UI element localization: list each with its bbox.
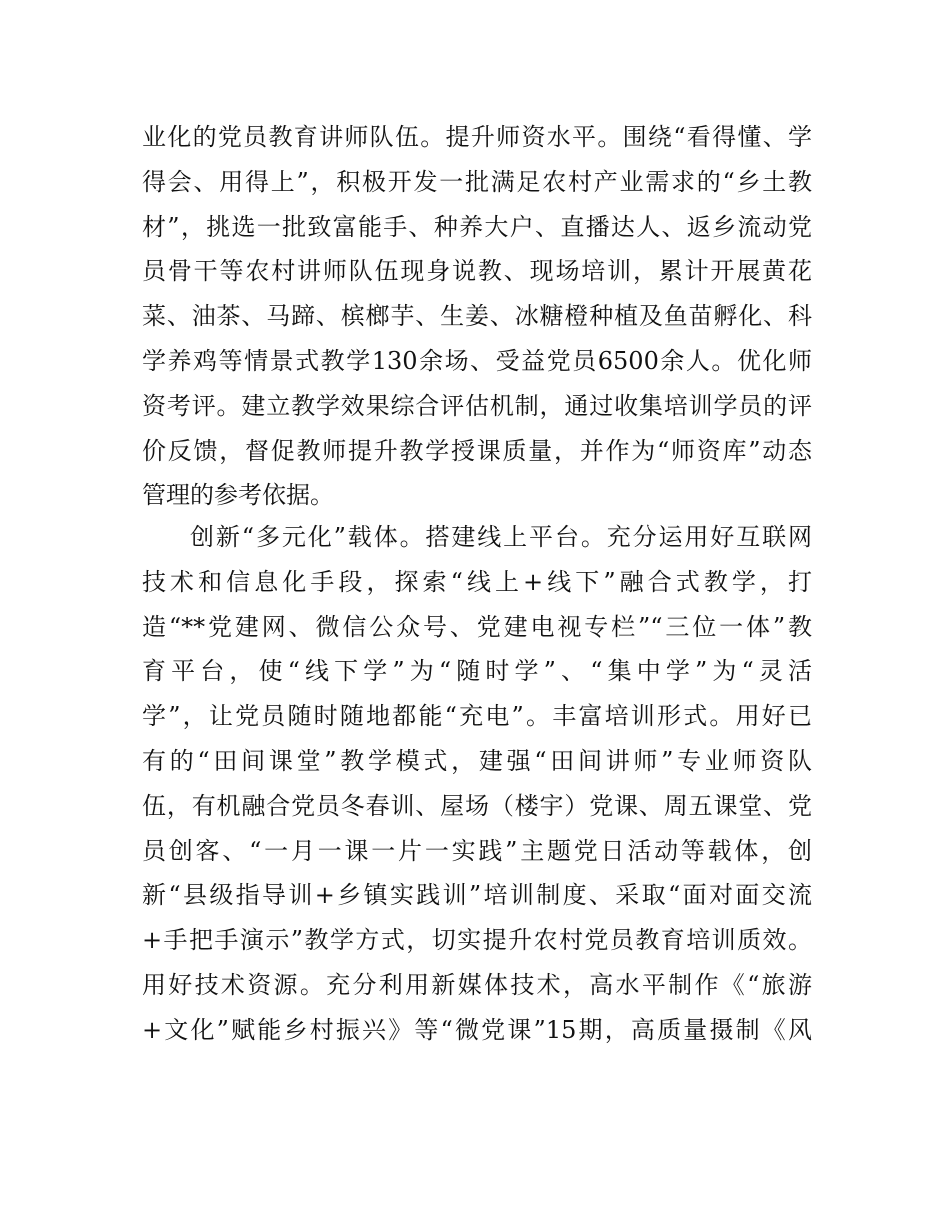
text-line: 员骨干等农村讲师队伍现身说教、现场培训，累计开展黄花 <box>142 257 812 286</box>
text-line: 技术和信息化手段，探索“线上+线下”融合式教学，打 <box>142 567 812 596</box>
text-line: 菜、油茶、马蹄、槟榔芋、生姜、冰糖橙种植及鱼苗孵化、科 <box>142 302 812 331</box>
text-line: 资考评。建立教学效果综合评估机制，通过收集培训学员的评 <box>142 391 812 420</box>
text-line: 有的“田间课堂”教学模式，建强“田间讲师”专业师资队 <box>142 746 812 775</box>
text-line: +手把手演示”教学方式，切实提升农村党员教育培训质效。 <box>142 926 812 955</box>
text-line: 材”，挑选一批致富能手、种养大户、直播达人、返乡流动党 <box>142 212 812 241</box>
paragraph-teacher-team <box>142 115 812 518</box>
text-line: 新“县级指导训+乡镇实践训”培训制度、采取“面对面交流 <box>142 881 812 910</box>
text-line: 创新“多元化”载体。搭建线上平台。充分运用好互联网 <box>190 523 812 551</box>
text-line: 学养鸡等情景式教学130余场、受益党员6500余人。优化师 <box>142 346 812 375</box>
text-line: 业化的党员教育讲师队伍。提升师资水平。围绕“看得懂、学 <box>142 123 812 151</box>
text-line: 用好技术资源。充分利用新媒体技术，高水平制作《“旅游 <box>142 970 812 999</box>
text-line: 学”，让党员随时随地都能“充电”。丰富培训形式。用好已 <box>142 702 812 731</box>
text-line: 价反馈，督促教师提升教学授课质量，并作为“师资库”动态 <box>142 436 812 465</box>
paragraph-diverse-carrier <box>142 515 812 1053</box>
text-line: 伍，有机融合党员冬春训、屋场（楼宇）党课、周五课堂、党 <box>142 791 812 820</box>
text-line: +文化”赋能乡村振兴》等“微党课”15期，高质量摄制《风 <box>142 1015 812 1044</box>
text-line: 管理的参考依据。 <box>142 481 334 510</box>
text-line: 得会、用得上”，积极开发一批满足农村产业需求的“乡土教 <box>142 167 812 196</box>
text-line: 育平台，使“线下学”为“随时学”、“集中学”为“灵活 <box>142 657 812 686</box>
text-line: 造“**党建网、微信公众号、党建电视专栏”“三位一体”教 <box>142 612 812 641</box>
text-line: 员创客、“一月一课一片一实践”主题党日活动等载体，创 <box>142 836 812 865</box>
